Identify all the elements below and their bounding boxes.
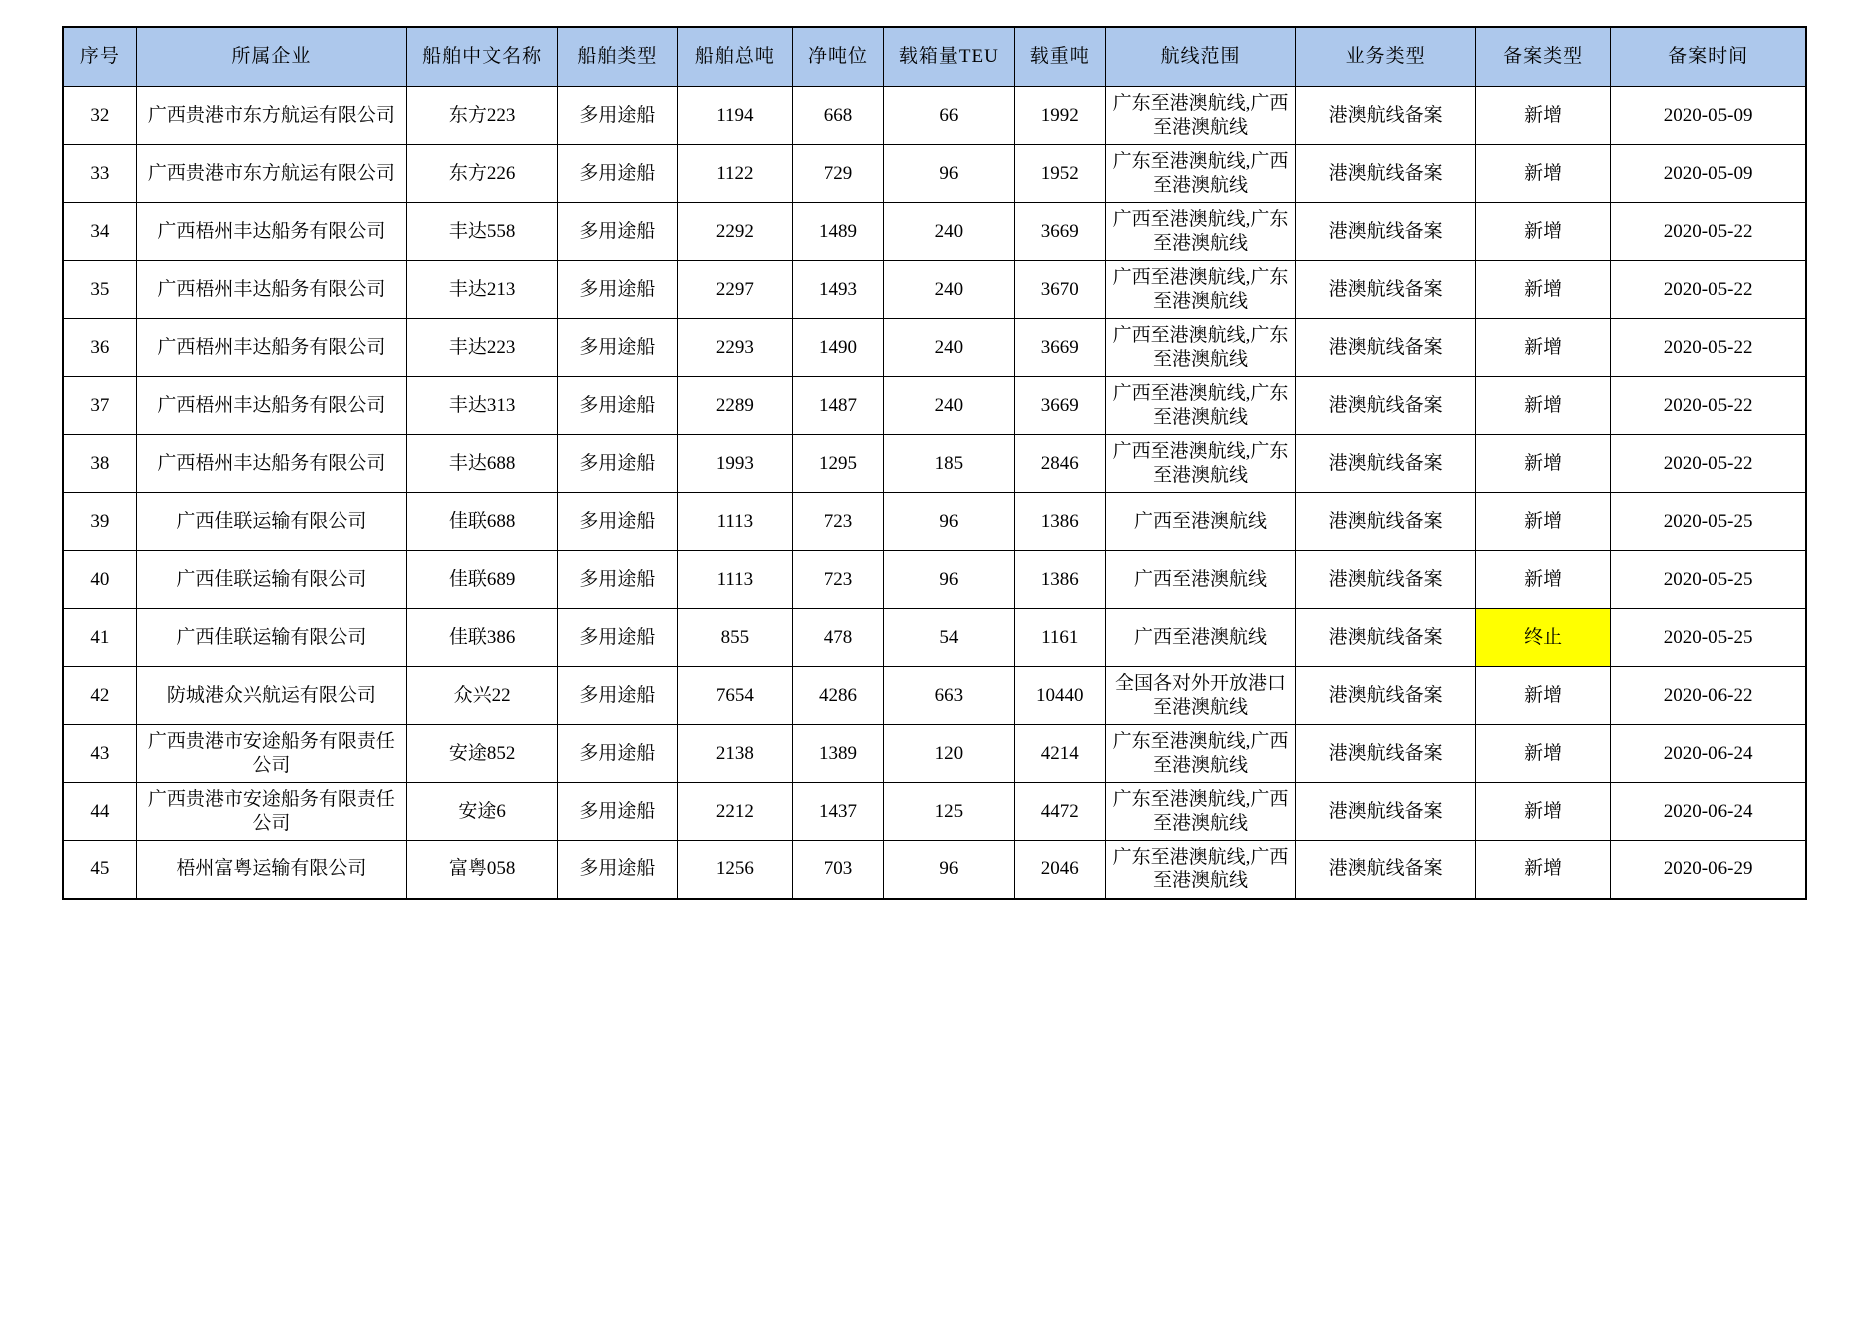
cell-net-tonnage: 4286 (793, 667, 884, 725)
cell-route: 广西至港澳航线,广东至港澳航线 (1105, 261, 1296, 319)
cell-deadweight: 1386 (1014, 551, 1105, 609)
cell-record-type: 终止 (1475, 609, 1610, 667)
cell-teu: 54 (883, 609, 1014, 667)
cell-record-date: 2020-05-25 (1611, 493, 1806, 551)
cell-deadweight: 1161 (1014, 609, 1105, 667)
cell-route: 广东至港澳航线,广西至港澳航线 (1105, 841, 1296, 899)
cell-record-type: 新增 (1475, 319, 1610, 377)
cell-record-type: 新增 (1475, 261, 1610, 319)
cell-teu: 96 (883, 841, 1014, 899)
cell-gross-tonnage: 855 (677, 609, 792, 667)
cell-net-tonnage: 1493 (793, 261, 884, 319)
table-row (63, 261, 1806, 319)
cell-route: 广西至港澳航线,广东至港澳航线 (1105, 377, 1296, 435)
cell-route: 广西至港澳航线 (1105, 609, 1296, 667)
cell-ship-type: 多用途船 (557, 841, 677, 899)
cell-ship-name: 丰达213 (407, 261, 558, 319)
table-row (63, 145, 1806, 203)
cell-route: 广西至港澳航线,广东至港澳航线 (1105, 435, 1296, 493)
cell-company: 广西佳联运输有限公司 (136, 551, 407, 609)
table-row (63, 667, 1806, 725)
cell-seq: 37 (63, 377, 136, 435)
column-header-business-type: 业务类型 (1296, 27, 1476, 87)
cell-route: 广西至港澳航线 (1105, 551, 1296, 609)
cell-ship-name: 佳联688 (407, 493, 558, 551)
cell-seq: 38 (63, 435, 136, 493)
cell-gross-tonnage: 2297 (677, 261, 792, 319)
cell-gross-tonnage: 2212 (677, 783, 792, 841)
cell-record-date: 2020-05-25 (1611, 551, 1806, 609)
cell-teu: 240 (883, 203, 1014, 261)
cell-record-date: 2020-05-09 (1611, 87, 1806, 145)
cell-net-tonnage: 703 (793, 841, 884, 899)
table-row (63, 551, 1806, 609)
cell-gross-tonnage: 1256 (677, 841, 792, 899)
cell-business-type: 港澳航线备案 (1296, 609, 1476, 667)
cell-deadweight: 10440 (1014, 667, 1105, 725)
cell-record-date: 2020-05-25 (1611, 609, 1806, 667)
cell-seq: 39 (63, 493, 136, 551)
cell-net-tonnage: 723 (793, 551, 884, 609)
cell-gross-tonnage: 2292 (677, 203, 792, 261)
cell-route: 全国各对外开放港口至港澳航线 (1105, 667, 1296, 725)
table-row (63, 493, 1806, 551)
cell-record-type: 新增 (1475, 87, 1610, 145)
cell-business-type: 港澳航线备案 (1296, 145, 1476, 203)
cell-company: 广西梧州丰达船务有限公司 (136, 435, 407, 493)
cell-record-date: 2020-06-22 (1611, 667, 1806, 725)
cell-deadweight: 1386 (1014, 493, 1105, 551)
cell-seq: 40 (63, 551, 136, 609)
cell-ship-type: 多用途船 (557, 145, 677, 203)
cell-ship-name: 丰达223 (407, 319, 558, 377)
cell-net-tonnage: 1487 (793, 377, 884, 435)
cell-company: 广西贵港市安途船务有限责任公司 (136, 783, 407, 841)
cell-business-type: 港澳航线备案 (1296, 493, 1476, 551)
cell-ship-name: 东方223 (407, 87, 558, 145)
cell-deadweight: 3670 (1014, 261, 1105, 319)
cell-teu: 96 (883, 145, 1014, 203)
cell-business-type: 港澳航线备案 (1296, 725, 1476, 783)
table-row (63, 377, 1806, 435)
cell-deadweight: 3669 (1014, 319, 1105, 377)
table-header (63, 27, 1806, 87)
cell-gross-tonnage: 1113 (677, 493, 792, 551)
table-row (63, 87, 1806, 145)
cell-ship-type: 多用途船 (557, 667, 677, 725)
cell-ship-name: 富粤058 (407, 841, 558, 899)
cell-company: 广西贵港市安途船务有限责任公司 (136, 725, 407, 783)
cell-record-date: 2020-05-22 (1611, 319, 1806, 377)
cell-record-date: 2020-06-24 (1611, 725, 1806, 783)
cell-business-type: 港澳航线备案 (1296, 319, 1476, 377)
cell-record-date: 2020-05-22 (1611, 261, 1806, 319)
cell-teu: 240 (883, 319, 1014, 377)
cell-seq: 32 (63, 87, 136, 145)
cell-deadweight: 2046 (1014, 841, 1105, 899)
cell-record-type: 新增 (1475, 725, 1610, 783)
ship-registration-table (62, 26, 1807, 900)
cell-record-date: 2020-05-22 (1611, 435, 1806, 493)
cell-seq: 34 (63, 203, 136, 261)
column-header-teu: 载箱量TEU (883, 27, 1014, 87)
cell-ship-type: 多用途船 (557, 783, 677, 841)
cell-ship-name: 佳联689 (407, 551, 558, 609)
table-header-row (63, 27, 1806, 87)
cell-company: 广西贵港市东方航运有限公司 (136, 87, 407, 145)
column-header-gross-tonnage: 船舶总吨 (677, 27, 792, 87)
cell-ship-type: 多用途船 (557, 203, 677, 261)
cell-business-type: 港澳航线备案 (1296, 377, 1476, 435)
column-header-ship-type: 船舶类型 (557, 27, 677, 87)
cell-ship-type: 多用途船 (557, 87, 677, 145)
cell-deadweight: 1992 (1014, 87, 1105, 145)
cell-gross-tonnage: 2138 (677, 725, 792, 783)
cell-net-tonnage: 1389 (793, 725, 884, 783)
cell-teu: 120 (883, 725, 1014, 783)
cell-business-type: 港澳航线备案 (1296, 261, 1476, 319)
cell-deadweight: 4472 (1014, 783, 1105, 841)
cell-gross-tonnage: 1194 (677, 87, 792, 145)
cell-teu: 240 (883, 377, 1014, 435)
cell-deadweight: 3669 (1014, 203, 1105, 261)
cell-business-type: 港澳航线备案 (1296, 551, 1476, 609)
cell-record-type: 新增 (1475, 783, 1610, 841)
table-row (63, 841, 1806, 899)
cell-route: 广西至港澳航线 (1105, 493, 1296, 551)
cell-company: 广西梧州丰达船务有限公司 (136, 261, 407, 319)
column-header-deadweight: 载重吨 (1014, 27, 1105, 87)
cell-gross-tonnage: 1993 (677, 435, 792, 493)
cell-record-type: 新增 (1475, 841, 1610, 899)
cell-record-type: 新增 (1475, 203, 1610, 261)
cell-route: 广东至港澳航线,广西至港澳航线 (1105, 87, 1296, 145)
cell-company: 广西梧州丰达船务有限公司 (136, 203, 407, 261)
cell-route: 广东至港澳航线,广西至港澳航线 (1105, 725, 1296, 783)
cell-gross-tonnage: 2293 (677, 319, 792, 377)
cell-teu: 663 (883, 667, 1014, 725)
cell-deadweight: 3669 (1014, 377, 1105, 435)
column-header-net-tonnage: 净吨位 (793, 27, 884, 87)
cell-seq: 33 (63, 145, 136, 203)
cell-company: 防城港众兴航运有限公司 (136, 667, 407, 725)
cell-route: 广东至港澳航线,广西至港澳航线 (1105, 145, 1296, 203)
cell-net-tonnage: 668 (793, 87, 884, 145)
cell-teu: 185 (883, 435, 1014, 493)
cell-company: 广西贵港市东方航运有限公司 (136, 145, 407, 203)
cell-ship-name: 安途852 (407, 725, 558, 783)
cell-ship-name: 安途6 (407, 783, 558, 841)
cell-seq: 41 (63, 609, 136, 667)
cell-deadweight: 2846 (1014, 435, 1105, 493)
cell-record-type: 新增 (1475, 377, 1610, 435)
cell-record-type: 新增 (1475, 435, 1610, 493)
cell-teu: 240 (883, 261, 1014, 319)
column-header-company: 所属企业 (136, 27, 407, 87)
cell-ship-name: 丰达688 (407, 435, 558, 493)
column-header-record-type: 备案类型 (1475, 27, 1610, 87)
cell-route: 广西至港澳航线,广东至港澳航线 (1105, 203, 1296, 261)
cell-record-date: 2020-05-22 (1611, 203, 1806, 261)
cell-record-date: 2020-06-24 (1611, 783, 1806, 841)
cell-ship-name: 佳联386 (407, 609, 558, 667)
cell-net-tonnage: 1437 (793, 783, 884, 841)
cell-business-type: 港澳航线备案 (1296, 203, 1476, 261)
cell-company: 广西佳联运输有限公司 (136, 493, 407, 551)
cell-record-date: 2020-06-29 (1611, 841, 1806, 899)
cell-teu: 125 (883, 783, 1014, 841)
cell-gross-tonnage: 7654 (677, 667, 792, 725)
cell-net-tonnage: 1490 (793, 319, 884, 377)
cell-ship-type: 多用途船 (557, 319, 677, 377)
cell-teu: 66 (883, 87, 1014, 145)
cell-ship-name: 丰达313 (407, 377, 558, 435)
cell-ship-type: 多用途船 (557, 551, 677, 609)
cell-teu: 96 (883, 493, 1014, 551)
column-header-record-date: 备案时间 (1611, 27, 1806, 87)
cell-ship-name: 东方226 (407, 145, 558, 203)
table-row (63, 435, 1806, 493)
cell-net-tonnage: 1295 (793, 435, 884, 493)
cell-net-tonnage: 723 (793, 493, 884, 551)
cell-route: 广东至港澳航线,广西至港澳航线 (1105, 783, 1296, 841)
cell-ship-name: 众兴22 (407, 667, 558, 725)
cell-record-date: 2020-05-09 (1611, 145, 1806, 203)
cell-record-date: 2020-05-22 (1611, 377, 1806, 435)
cell-gross-tonnage: 2289 (677, 377, 792, 435)
cell-ship-name: 丰达558 (407, 203, 558, 261)
cell-business-type: 港澳航线备案 (1296, 667, 1476, 725)
cell-ship-type: 多用途船 (557, 725, 677, 783)
column-header-ship-name: 船舶中文名称 (407, 27, 558, 87)
cell-net-tonnage: 1489 (793, 203, 884, 261)
cell-deadweight: 1952 (1014, 145, 1105, 203)
cell-ship-type: 多用途船 (557, 493, 677, 551)
cell-gross-tonnage: 1122 (677, 145, 792, 203)
table-row (63, 203, 1806, 261)
cell-teu: 96 (883, 551, 1014, 609)
cell-ship-type: 多用途船 (557, 435, 677, 493)
table-body (63, 87, 1806, 899)
cell-company: 广西梧州丰达船务有限公司 (136, 377, 407, 435)
cell-record-type: 新增 (1475, 145, 1610, 203)
cell-record-type: 新增 (1475, 667, 1610, 725)
cell-company: 梧州富粤运输有限公司 (136, 841, 407, 899)
cell-record-type: 新增 (1475, 493, 1610, 551)
table-row (63, 319, 1806, 377)
table-row (63, 783, 1806, 841)
cell-company: 广西佳联运输有限公司 (136, 609, 407, 667)
cell-seq: 42 (63, 667, 136, 725)
cell-deadweight: 4214 (1014, 725, 1105, 783)
cell-seq: 36 (63, 319, 136, 377)
cell-seq: 45 (63, 841, 136, 899)
column-header-route: 航线范围 (1105, 27, 1296, 87)
cell-ship-type: 多用途船 (557, 261, 677, 319)
cell-business-type: 港澳航线备案 (1296, 87, 1476, 145)
cell-route: 广西至港澳航线,广东至港澳航线 (1105, 319, 1296, 377)
cell-seq: 43 (63, 725, 136, 783)
cell-ship-type: 多用途船 (557, 377, 677, 435)
table-row (63, 725, 1806, 783)
cell-seq: 44 (63, 783, 136, 841)
cell-company: 广西梧州丰达船务有限公司 (136, 319, 407, 377)
cell-gross-tonnage: 1113 (677, 551, 792, 609)
cell-business-type: 港澳航线备案 (1296, 783, 1476, 841)
cell-net-tonnage: 729 (793, 145, 884, 203)
cell-net-tonnage: 478 (793, 609, 884, 667)
cell-record-type: 新增 (1475, 551, 1610, 609)
cell-business-type: 港澳航线备案 (1296, 841, 1476, 899)
table-row (63, 609, 1806, 667)
cell-ship-type: 多用途船 (557, 609, 677, 667)
cell-seq: 35 (63, 261, 136, 319)
column-header-seq: 序号 (63, 27, 136, 87)
cell-business-type: 港澳航线备案 (1296, 435, 1476, 493)
